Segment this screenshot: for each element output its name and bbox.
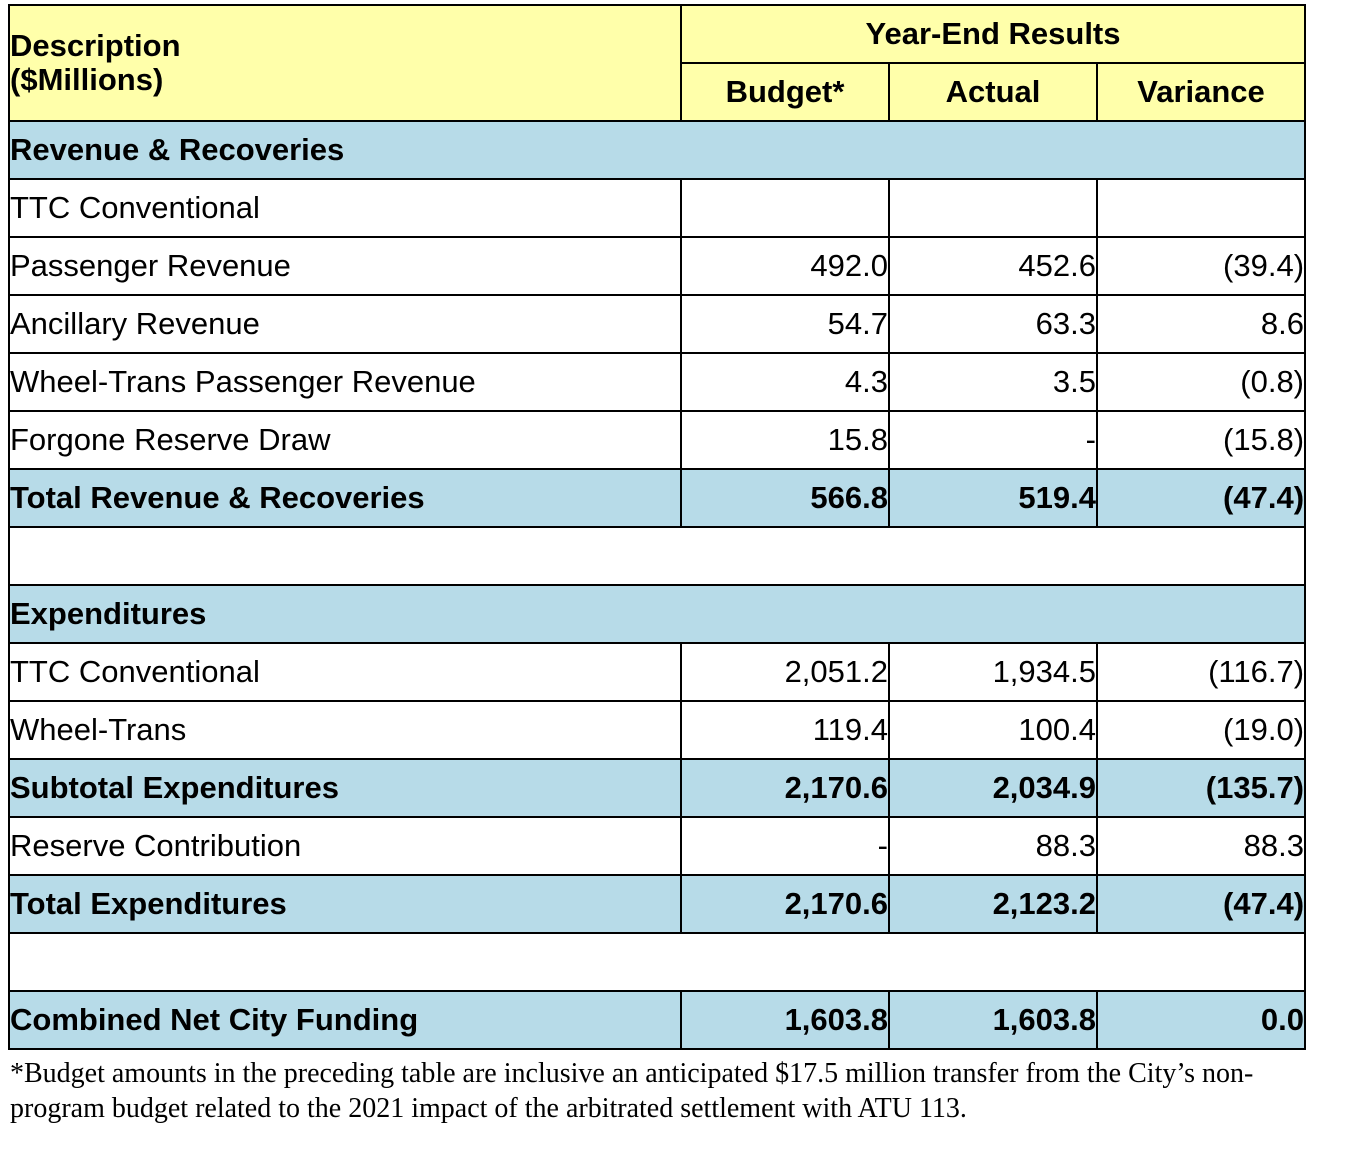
row-actual: 452.6	[889, 237, 1097, 295]
grand-total-actual: 1,603.8	[889, 991, 1097, 1049]
total-label: Total Expenditures	[9, 875, 681, 933]
table-footnote: *Budget amounts in the preceding table are inclusive an anticipated $17.5 million transfer from the City’s non-program budget related to the 2021 impact of the arbitrated settlement with ATU 113.	[10, 1058, 1254, 1124]
header-group-year-end-results: Year-End Results	[681, 5, 1305, 63]
total-actual: 519.4	[889, 469, 1097, 527]
total-row	[9, 875, 1305, 933]
row-actual	[889, 179, 1097, 237]
row-actual: 88.3	[889, 817, 1097, 875]
row-budget	[681, 179, 889, 237]
row-variance: (15.8)	[1097, 411, 1305, 469]
row-variance	[1097, 179, 1305, 237]
section-title-revenue: Revenue & Recoveries	[9, 121, 1305, 179]
table-row	[9, 353, 1305, 411]
row-actual: -	[889, 411, 1097, 469]
row-variance: (0.8)	[1097, 353, 1305, 411]
section-header-row	[9, 585, 1305, 643]
total-actual: 2,123.2	[889, 875, 1097, 933]
total-row	[9, 469, 1305, 527]
row-label: Reserve Contribution	[9, 817, 681, 875]
total-label: Total Revenue & Recoveries	[9, 469, 681, 527]
row-label: Forgone Reserve Draw	[9, 411, 681, 469]
year-end-results-table	[8, 4, 1306, 1050]
row-actual: 63.3	[889, 295, 1097, 353]
subtotal-budget: 2,170.6	[681, 759, 889, 817]
header-column-variance: Variance	[1097, 63, 1305, 121]
grand-total-budget: 1,603.8	[681, 991, 889, 1049]
table-row	[9, 643, 1305, 701]
row-label: Wheel-Trans Passenger Revenue	[9, 353, 681, 411]
total-budget: 566.8	[681, 469, 889, 527]
table-row	[9, 817, 1305, 875]
row-budget: 54.7	[681, 295, 889, 353]
row-actual: 100.4	[889, 701, 1097, 759]
spacer-cell	[9, 933, 1305, 991]
row-variance: (39.4)	[1097, 237, 1305, 295]
subtotal-variance: (135.7)	[1097, 759, 1305, 817]
spacer-row	[9, 527, 1305, 585]
header-column-actual: Actual	[889, 63, 1097, 121]
row-budget: 492.0	[681, 237, 889, 295]
total-variance: (47.4)	[1097, 875, 1305, 933]
row-label: Wheel-Trans	[9, 701, 681, 759]
total-variance: (47.4)	[1097, 469, 1305, 527]
section-header-row	[9, 121, 1305, 179]
table-row	[9, 701, 1305, 759]
table-row	[9, 237, 1305, 295]
row-actual: 1,934.5	[889, 643, 1097, 701]
table-row	[9, 295, 1305, 353]
row-variance: (116.7)	[1097, 643, 1305, 701]
row-actual: 3.5	[889, 353, 1097, 411]
spacer-cell	[9, 527, 1305, 585]
section-title-expenditures: Expenditures	[9, 585, 1305, 643]
table-row	[9, 411, 1305, 469]
header-description-units: ($Millions)	[10, 62, 164, 97]
grand-total-variance: 0.0	[1097, 991, 1305, 1049]
row-budget: 119.4	[681, 701, 889, 759]
row-budget: 4.3	[681, 353, 889, 411]
row-variance: 88.3	[1097, 817, 1305, 875]
row-label: Passenger Revenue	[9, 237, 681, 295]
subtotal-row	[9, 759, 1305, 817]
row-label: TTC Conventional	[9, 643, 681, 701]
row-variance: (19.0)	[1097, 701, 1305, 759]
table-header-row-group	[9, 5, 1305, 63]
grand-total-label: Combined Net City Funding	[9, 991, 681, 1049]
grand-total-row	[9, 991, 1305, 1049]
header-column-budget: Budget*	[681, 63, 889, 121]
table-row	[9, 179, 1305, 237]
row-label: Ancillary Revenue	[9, 295, 681, 353]
subtotal-label: Subtotal Expenditures	[9, 759, 681, 817]
spacer-row	[9, 933, 1305, 991]
header-description-cell	[9, 5, 681, 121]
row-label: TTC Conventional	[9, 179, 681, 237]
row-budget: 15.8	[681, 411, 889, 469]
header-description-label: Description	[10, 27, 181, 63]
row-budget: 2,051.2	[681, 643, 889, 701]
total-budget: 2,170.6	[681, 875, 889, 933]
subtotal-actual: 2,034.9	[889, 759, 1097, 817]
row-variance: 8.6	[1097, 295, 1305, 353]
row-budget: -	[681, 817, 889, 875]
